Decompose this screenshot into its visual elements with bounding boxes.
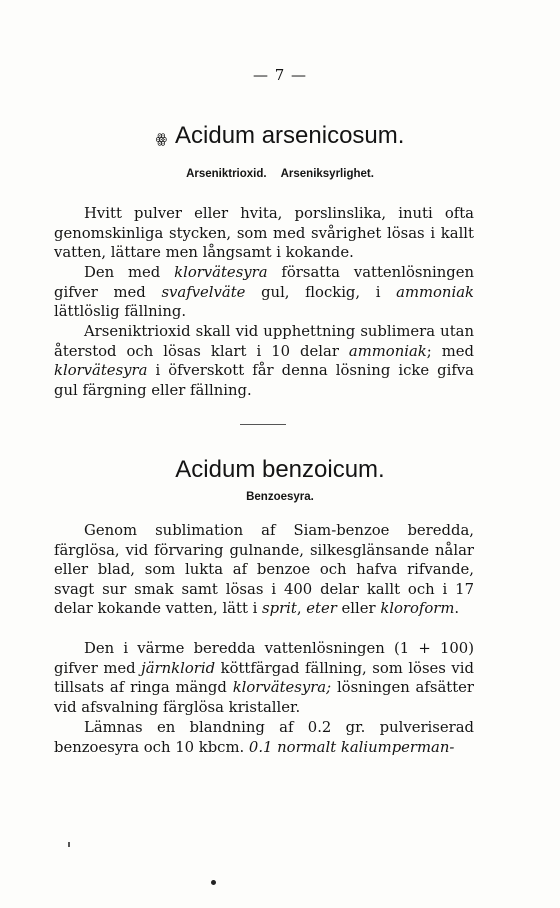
paragraph-arsenic-test-1: Den med klorvätesyra försatta vattenlösningen gifver med svafvelväte gul, flockig, i ammoniak lättlöslig fällning.	[54, 264, 474, 321]
paragraph-benzoic-test-1: Den i värme beredda vattenlösningen (1 + 100) gifver med järnklorid köttfärgad fällning, som löses vid tillsats af ringa mängd klorvätesyra; lösningen afsätter vid afsvalning färglösa kristaller.	[54, 640, 474, 716]
ornament-icon: ꙮ	[155, 131, 167, 146]
paragraph-arsenic-test-2: Arseniktrioxid skall vid upphettning sublimera utan återstod och lösas klart i 10 delar ammoniak; med klorvätesyra i öfverskott får denna lösning icke gifva gul färgning eller fällning.	[54, 323, 475, 399]
paragraph-benzoic-description: Genom sublimation af Siam-benzoe beredda, färglösa, vid förvaring gulnande, silkesglänsande nålar eller blad, som lukta af benzoe och hafva rifvande, svagt sur smak samt lösas i 400 delar kallt och i 17 delar kokande vatten, lätt i sprit, eter eller kloroform.	[54, 522, 474, 618]
section-subtitle-benzoicum: Benzoesyra.	[246, 491, 314, 503]
section-divider	[240, 424, 286, 425]
paragraph-benzoic-test-2: Lämnas en blandning af 0.2 gr. pulveriserad benzoesyra och 10 kbcm. 0.1 normalt kaliumperman-	[54, 719, 474, 756]
margin-mark	[68, 842, 70, 847]
paragraph-arsenic-description: Hvitt pulver eller hvita, porslinslika, inuti ofta genomskinliga stycken, som med svårighet lösas i kallt vatten, lättare men långsamt i kokande.	[54, 205, 474, 262]
title-text: Acidum arsenicosum.	[175, 122, 405, 149]
section-title-benzoicum: Acidum benzoicum.	[175, 456, 385, 483]
subtitle-arseniktrioxid: Arseniktrioxid.	[186, 168, 267, 180]
section-title-arsenicosum	[0, 122, 560, 150]
subtitle-arseniksyrlighet: Arseniksyrlighet.	[280, 168, 374, 180]
section-subtitle-arsenicosum	[0, 168, 560, 180]
print-dot	[211, 880, 216, 885]
page-number: — 7 —	[252, 66, 308, 84]
